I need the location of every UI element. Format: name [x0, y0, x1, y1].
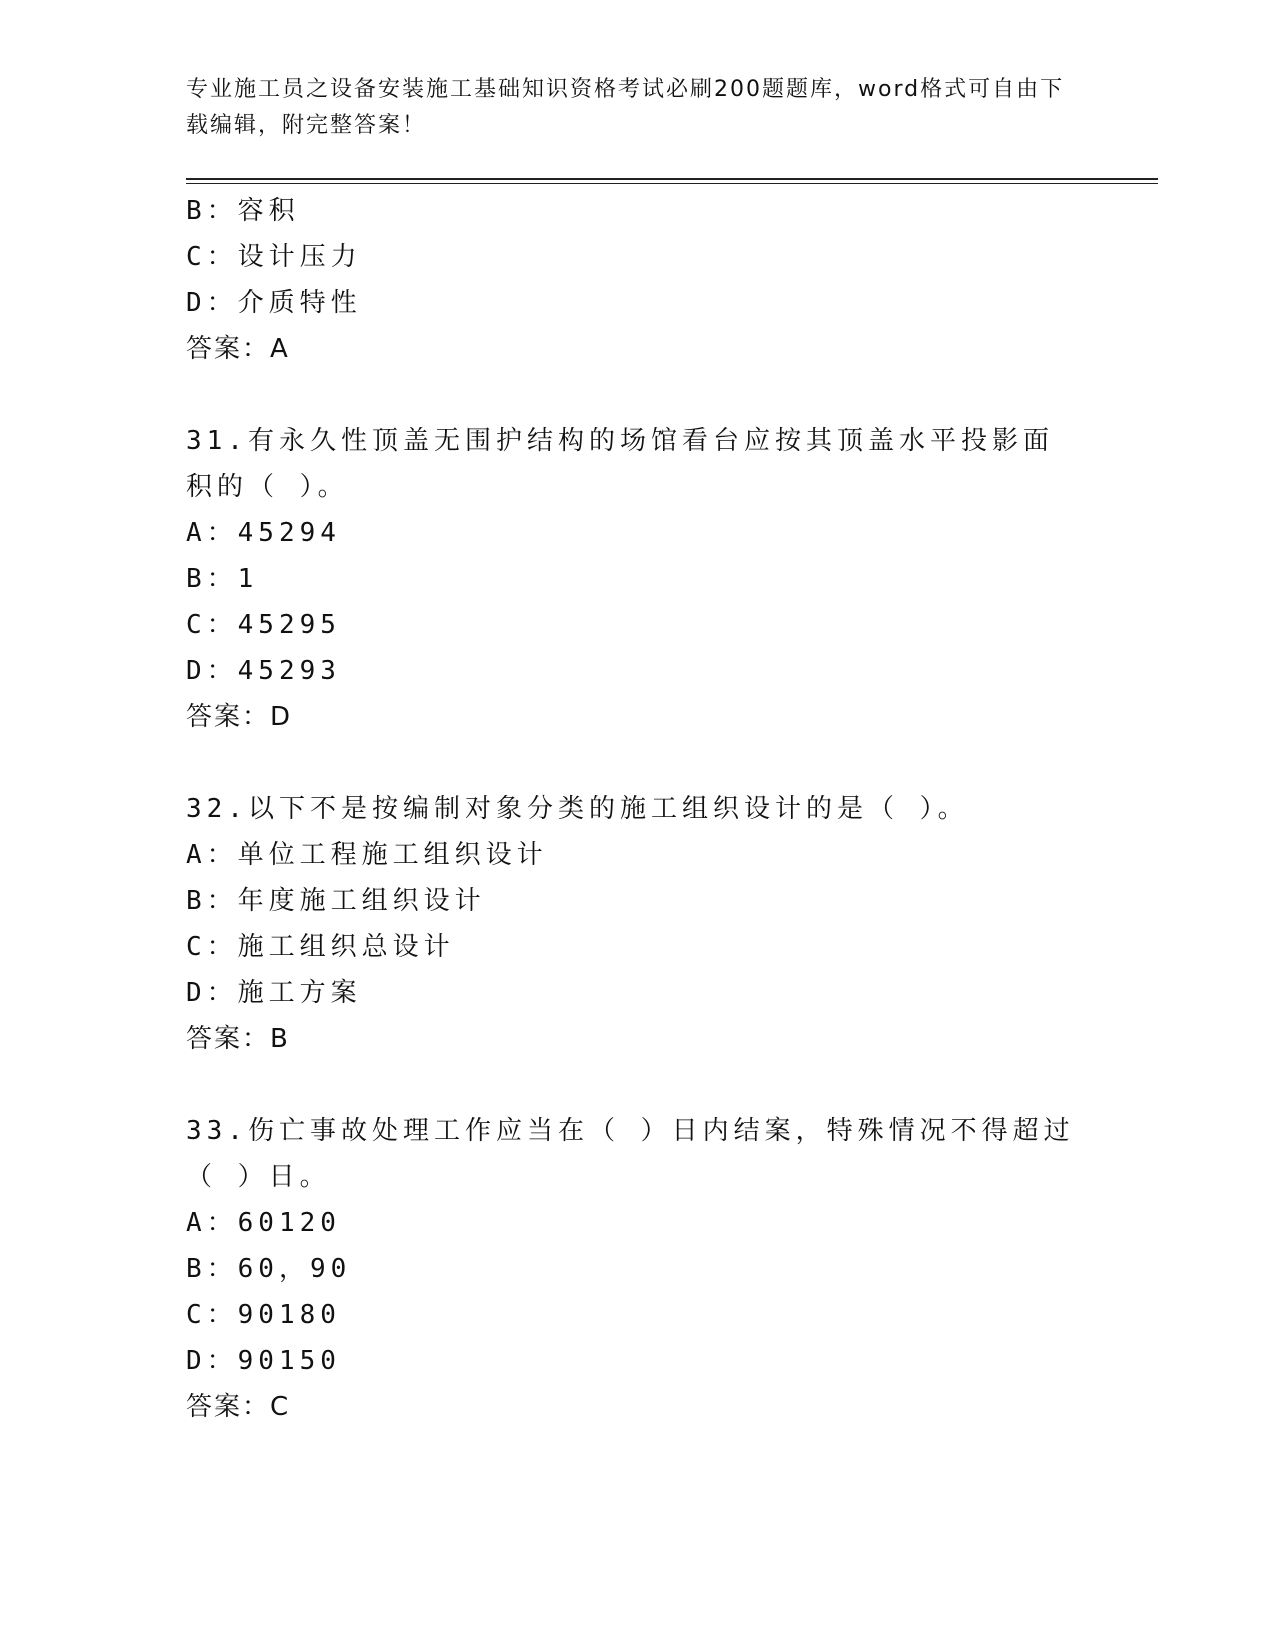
question-stem: 32.以下不是按编制对象分类的施工组织设计的是（ ）。	[186, 794, 969, 824]
option-c: C：施工组织总设计	[186, 932, 455, 962]
option-d: D：施工方案	[186, 978, 362, 1008]
option-c: C：设计压力	[186, 242, 362, 272]
option-a: A：单位工程施工组织设计	[186, 840, 548, 870]
question-33	[186, 1108, 1076, 1430]
option-d: D：90150	[186, 1346, 341, 1376]
answer: 答案：A	[186, 334, 290, 364]
answer: 答案：B	[186, 1024, 290, 1054]
question-list	[186, 188, 1076, 1430]
option-b: B：1	[186, 564, 259, 594]
document-header: 专业施工员之设备安装施工基础知识资格考试必刷200题题库，word格式可自由下载编辑，附完整答案！	[186, 77, 1065, 138]
option-a: A：45294	[186, 518, 341, 548]
option-d: D：45293	[186, 656, 341, 686]
question-stem: 33.伤亡事故处理工作应当在（ ）日内结案，特殊情况不得超过（ ）日。	[186, 1116, 1075, 1192]
option-c: C：90180	[186, 1300, 341, 1330]
answer: 答案：C	[186, 1392, 291, 1422]
header-rule-thick	[186, 178, 1158, 180]
option-a: A：60120	[186, 1208, 341, 1238]
question-30-tail	[186, 188, 1076, 372]
header-rule-thin	[186, 183, 1158, 184]
answer: 答案：D	[186, 702, 293, 732]
option-c: C：45295	[186, 610, 341, 640]
question-32	[186, 786, 1076, 1062]
question-stem: 31.有永久性顶盖无围护结构的场馆看台应按其顶盖水平投影面积的（ ）。	[186, 426, 1054, 502]
option-b: B：年度施工组织设计	[186, 886, 486, 916]
option-b: B：容积	[186, 196, 300, 226]
option-b: B：60，90	[186, 1254, 352, 1284]
option-d: D：介质特性	[186, 288, 362, 318]
question-31	[186, 418, 1076, 740]
